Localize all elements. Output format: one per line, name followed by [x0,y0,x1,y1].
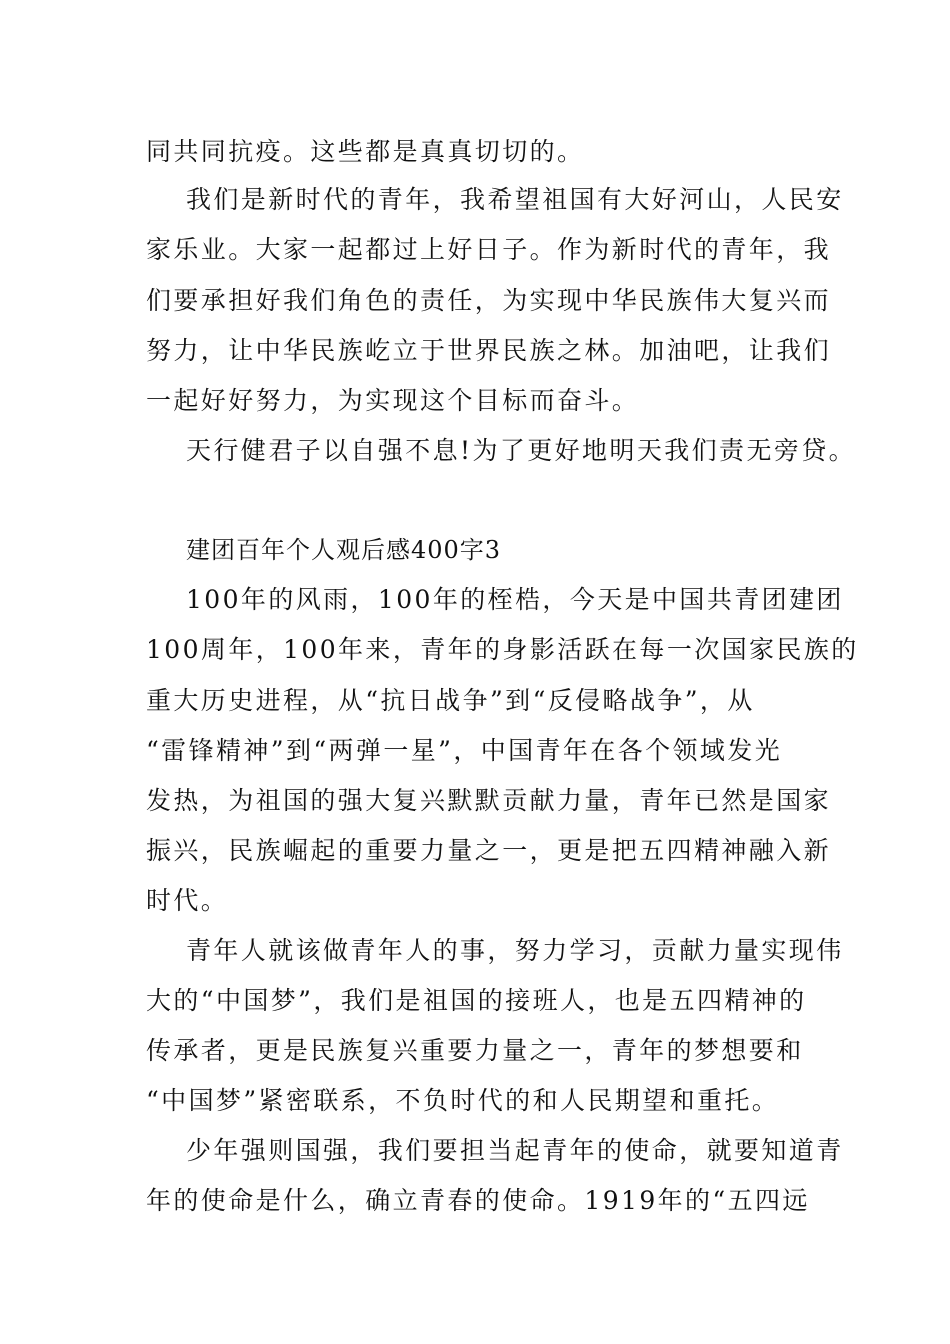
paragraph-line: 少年强则国强，我们要担当起青年的使命，就要知道青 [186,1136,844,1165]
paragraph-line: 大的“中国梦”，我们是祖国的接班人，也是五四精神的 [146,986,807,1015]
paragraph-line: 家乐业。大家一起都过上好日子。作为新时代的青年，我 [146,235,832,264]
paragraph-line: 一起好好努力，为实现这个目标而奋斗。 [146,386,640,415]
paragraph-line: 们要承担好我们角色的责任，为实现中华民族伟大复兴而 [146,286,832,315]
paragraph-line: 振兴，民族崛起的重要力量之一，更是把五四精神融入新 [146,836,832,865]
paragraph-line: “雷锋精神”到“两弹一星”，中国青年在各个领域发光 [146,736,783,765]
paragraph-line: 100周年，100年来，青年的身影活跃在每一次国家民族的 [146,635,859,664]
paragraph-line: 天行健君子以自强不息!为了更好地明天我们责无旁贷。 [186,436,857,465]
paragraph-line: 时代。 [146,886,229,915]
paragraph-line: 同共同抗疫。这些都是真真切切的。 [146,137,585,166]
section-heading: 建团百年个人观后感400字3 [186,536,502,564]
paragraph-line: 我们是新时代的青年，我希望祖国有大好河山，人民安 [186,185,844,214]
paragraph-line: 传承者，更是民族复兴重要力量之一，青年的梦想要和 [146,1036,804,1065]
paragraph-line: 发热，为祖国的强大复兴默默贡献力量，青年已然是国家 [146,786,832,815]
paragraph-line: “中国梦”紧密联系，不负时代的和人民期望和重托。 [146,1086,780,1115]
paragraph-line: 青年人就该做青年人的事，努力学习，贡献力量实现伟 [186,936,844,965]
paragraph-line: 努力，让中华民族屹立于世界民族之林。加油吧，让我们 [146,336,832,365]
paragraph-line: 年的使命是什么，确立青春的使命。1919年的“五四远 [146,1186,810,1215]
paragraph-line: 100年的风雨，100年的桎梏，今天是中国共青团建团 [186,585,844,614]
paragraph-line: 重大历史进程，从“抗日战争”到“反侵略战争”，从 [146,686,755,715]
